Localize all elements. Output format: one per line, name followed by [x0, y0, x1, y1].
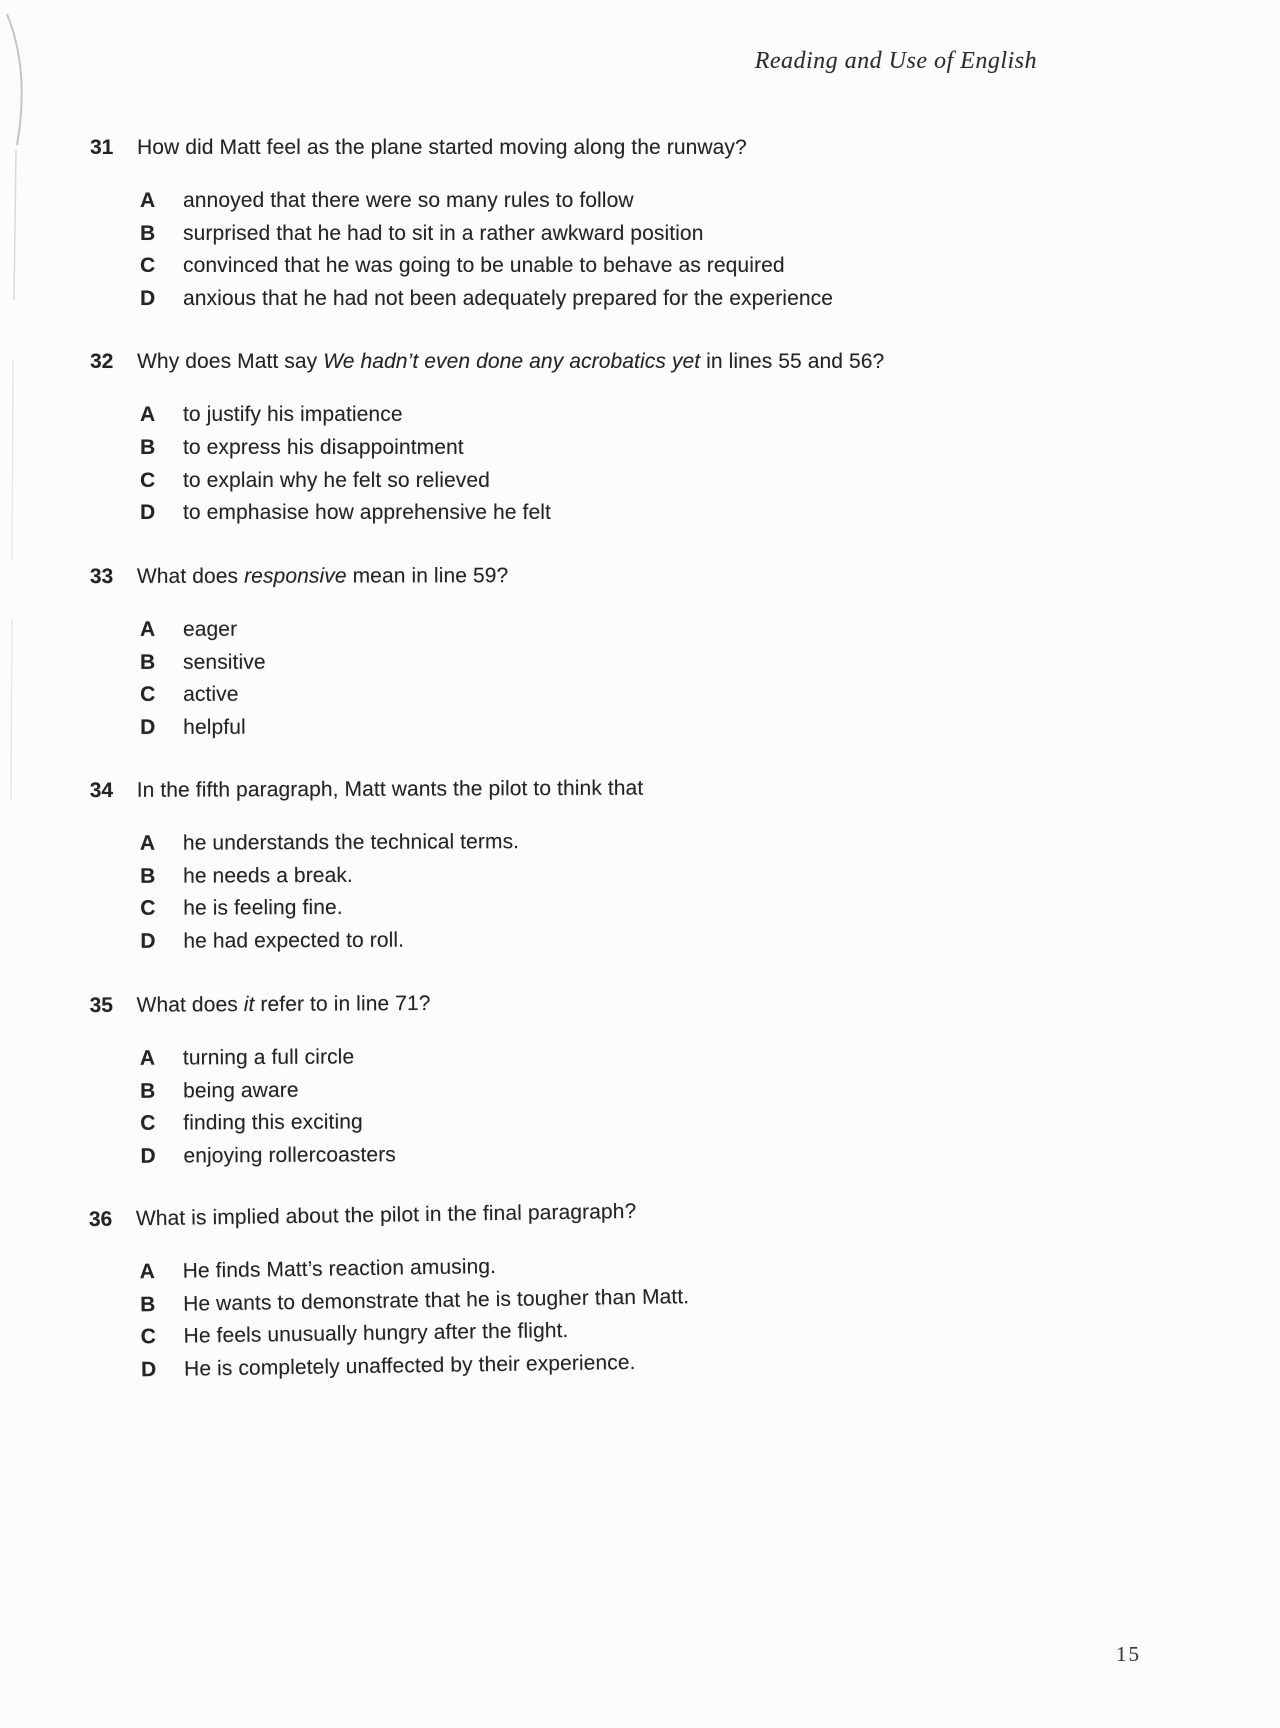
option-text: convinced that he was going to be unable to behave as required [183, 254, 785, 278]
stem-text: in lines 55 and 56? [700, 350, 885, 374]
option-row [140, 677, 1090, 712]
option-letter: D [140, 929, 156, 953]
option-letter: D [140, 715, 156, 739]
question-stem-row [89, 986, 1089, 1018]
option-row [140, 185, 1090, 218]
option-text: to emphasise how apprehensive he felt [183, 501, 551, 525]
question-number: 33 [89, 564, 114, 588]
option-text: finding this exciting [183, 1110, 363, 1135]
option-letter: A [140, 403, 156, 427]
question-number: 35 [89, 993, 113, 1017]
option-row [140, 1134, 1090, 1172]
option-text: to explain why he felt so relieved [183, 468, 490, 492]
option-row [140, 399, 1090, 432]
stem-text: What is implied about the pilot in the final paragraph? [135, 1199, 637, 1231]
option-row [140, 856, 1090, 893]
question-stem-row [90, 135, 1090, 161]
option-text: to justify his impatience [183, 403, 403, 427]
scan-edge-artifact [0, 0, 40, 900]
option-letter: A [139, 1259, 155, 1284]
question-block-33 [90, 562, 1090, 744]
option-letter: D [140, 1357, 157, 1381]
option-text: He wants to demonstrate that he is tougher than Matt. [182, 1284, 690, 1316]
option-letter: B [139, 864, 156, 888]
option-letter: C [140, 468, 156, 492]
stem-text: How did Matt feel as the plane started moving along the runway? [137, 136, 747, 159]
stem-italic-text: We hadn’t even done any acrobatics yet [323, 350, 701, 374]
question-number: 32 [90, 350, 114, 374]
page-header-title: Reading and Use of English [754, 48, 1037, 74]
stem-italic-text: responsive [244, 564, 347, 588]
stem-text: mean in line 59? [346, 563, 509, 588]
option-row [140, 644, 1090, 679]
option-text: surprised that he had to sit in a rather awkward position [183, 221, 704, 245]
options-list [90, 1036, 1091, 1172]
option-text: to express his disappointment [183, 435, 464, 459]
option-letter: B [139, 1292, 156, 1316]
option-letter: D [140, 1143, 156, 1167]
option-letter: B [139, 1078, 156, 1102]
options-list [90, 185, 1090, 315]
option-row [140, 889, 1090, 926]
option-row [140, 922, 1090, 959]
stem-italic-text: it [243, 992, 255, 1016]
option-text: anxious that he had not been adequately prepared for the experience [183, 286, 834, 310]
question-stem-row [90, 562, 1090, 590]
question-stem-row [90, 774, 1090, 804]
question-number: 36 [88, 1207, 113, 1231]
option-text: annoyed that there were so many rules to follow [183, 189, 634, 212]
option-text: he had expected to roll. [183, 928, 405, 953]
option-letter: A [139, 831, 156, 855]
question-block-35 [89, 986, 1090, 1172]
question-stem [137, 135, 747, 161]
option-letter: C [140, 682, 156, 706]
options-list [90, 399, 1090, 529]
stem-text: In the fifth paragraph, Matt wants the pilot to think that [136, 776, 644, 802]
question-stem-row [90, 349, 1090, 375]
option-text: he is feeling fine. [183, 896, 343, 920]
question-number: 31 [90, 136, 114, 159]
option-letter: B [140, 221, 156, 245]
option-text: turning a full circle [182, 1044, 355, 1069]
question-stem [137, 563, 508, 590]
option-text: eager [182, 617, 238, 641]
option-row [140, 497, 1090, 530]
option-letter: C [140, 897, 156, 921]
option-letter: C [140, 254, 156, 278]
option-letter: C [140, 1325, 156, 1349]
option-row [140, 1102, 1090, 1140]
option-row [140, 250, 1090, 283]
stem-text: Why does Matt say [137, 350, 324, 374]
option-text: active [183, 682, 239, 706]
option-text: He is completely unaffected by their experience. [183, 1350, 636, 1381]
options-list [90, 612, 1090, 744]
option-row [140, 612, 1090, 647]
option-letter: D [140, 501, 156, 525]
stem-text: refer to in line 71? [254, 991, 431, 1016]
question-block-36 [89, 1192, 1092, 1387]
question-number: 34 [89, 779, 114, 803]
option-text: sensitive [182, 649, 266, 674]
option-text: being aware [182, 1077, 299, 1102]
option-row [140, 1069, 1090, 1107]
options-list [90, 824, 1091, 959]
question-stem-row [89, 1192, 1089, 1233]
option-text: he needs a break. [182, 863, 353, 888]
option-letter: D [140, 286, 156, 310]
option-letter: A [140, 189, 156, 212]
option-text: helpful [183, 715, 246, 739]
question-block-34 [90, 774, 1091, 959]
option-row [140, 824, 1090, 861]
page-number: 15 [1116, 1642, 1141, 1666]
question-stem [136, 990, 430, 1018]
option-letter: B [140, 435, 156, 459]
option-row [140, 465, 1090, 498]
option-text: he understands the technical terms. [182, 830, 520, 855]
option-letter: A [139, 1046, 156, 1070]
stem-text: What does [136, 992, 244, 1017]
question-block-32 [90, 349, 1090, 529]
option-text: He finds Matt’s reaction amusing. [182, 1254, 497, 1283]
option-row [140, 283, 1090, 316]
option-row [140, 218, 1090, 251]
options-list [89, 1242, 1091, 1387]
question-stem [136, 1199, 637, 1232]
option-letter: C [140, 1111, 156, 1135]
option-row [140, 432, 1090, 465]
questions-section [90, 135, 1090, 1421]
option-row [140, 709, 1090, 744]
question-block-31 [90, 135, 1090, 315]
question-stem [137, 349, 884, 375]
question-stem [137, 776, 644, 804]
option-row [140, 1036, 1090, 1074]
option-text: enjoying rollercoasters [183, 1142, 396, 1167]
stem-text: What does [136, 564, 245, 588]
option-letter: A [139, 617, 156, 641]
option-text: He feels unusually hungry after the flight. [183, 1318, 569, 1348]
option-letter: B [139, 650, 156, 674]
